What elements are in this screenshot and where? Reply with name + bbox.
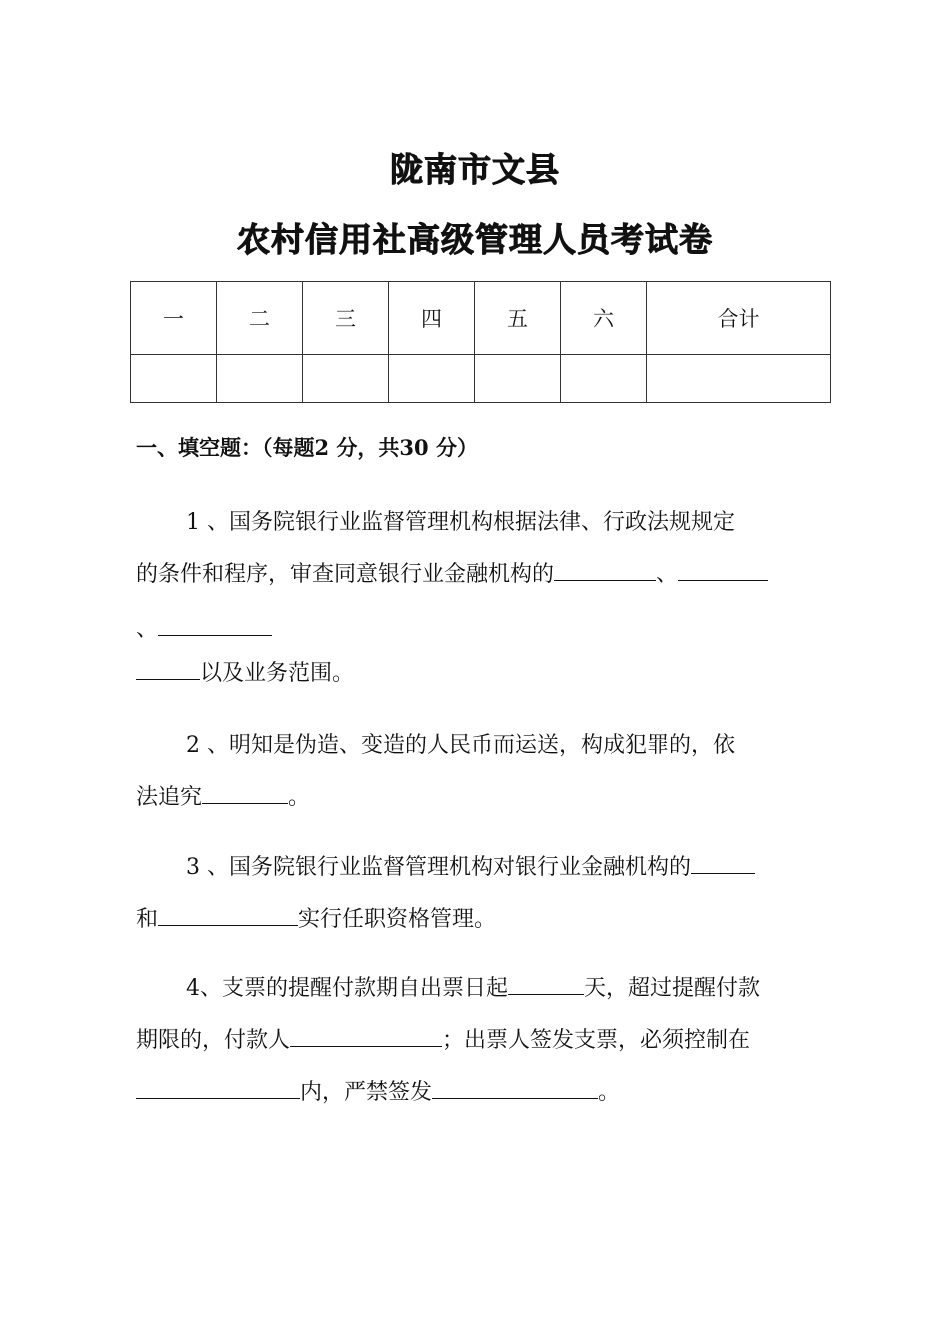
score-header-6: 六 xyxy=(561,282,647,355)
question-3-line2: 和 xyxy=(136,907,159,932)
question-2-line2: 法追究 xyxy=(136,785,203,810)
separator: 、 xyxy=(136,617,159,642)
question-3-line1: 3 、国务院银行业监督管理机构对银行业金融机构的 xyxy=(186,855,691,880)
score-header-5: 五 xyxy=(475,282,561,355)
score-cell xyxy=(303,355,389,403)
question-1-line1: 1 、国务院银行业监督管理机构根据法律、行政法规规定 xyxy=(186,510,735,535)
answer-blank[interactable] xyxy=(554,554,656,581)
answer-blank[interactable] xyxy=(691,847,755,874)
score-cell xyxy=(561,355,647,403)
answer-blank[interactable] xyxy=(432,1072,598,1099)
answer-blank[interactable] xyxy=(678,554,768,581)
question-4-line1-end: 天，超过提醒付款 xyxy=(584,976,761,1001)
exam-title-line1: 陇南市文县 xyxy=(390,150,560,189)
answer-blank[interactable] xyxy=(154,1072,300,1099)
question-4 xyxy=(136,963,836,1119)
question-3 xyxy=(136,842,836,946)
answer-blank[interactable] xyxy=(202,777,288,804)
answer-blank[interactable] xyxy=(136,653,200,680)
score-header-4: 四 xyxy=(389,282,475,355)
answer-blank[interactable] xyxy=(508,968,584,995)
question-4-line1: 4、支票的提醒付款期自出票日起 xyxy=(186,976,508,1001)
separator: 、 xyxy=(656,562,679,587)
exam-title-line2: 农村信用社高级管理人员考试卷 xyxy=(237,220,713,259)
score-header-1: 一 xyxy=(131,282,217,355)
question-4-line2: 期限的，付款人 xyxy=(136,1028,291,1053)
question-1-end xyxy=(136,648,836,700)
question-2-line1: 2 、明知是伪造、变造的人民币而运送，构成犯罪的，依 xyxy=(186,733,735,758)
question-1 xyxy=(136,497,836,601)
question-2-end: 。 xyxy=(288,785,311,810)
question-2 xyxy=(136,720,836,824)
answer-blank-lead[interactable] xyxy=(136,1072,154,1099)
score-table-header-row xyxy=(131,282,831,355)
question-4-line2-end: ；出票人签发支票，必须控制在 xyxy=(442,1028,751,1053)
score-cell xyxy=(389,355,475,403)
score-cell xyxy=(217,355,303,403)
score-header-2: 二 xyxy=(217,282,303,355)
answer-blank[interactable] xyxy=(158,609,272,636)
score-table-blank-row xyxy=(131,355,831,403)
score-cell xyxy=(131,355,217,403)
score-cell xyxy=(647,355,831,403)
answer-blank[interactable] xyxy=(290,1020,442,1047)
question-4-line3: 内，严禁签发 xyxy=(300,1080,433,1105)
question-1-end-text: 以及业务范围。 xyxy=(200,661,355,686)
score-header-total: 合计 xyxy=(647,282,831,355)
question-4-end: 。 xyxy=(598,1080,621,1105)
score-cell xyxy=(475,355,561,403)
score-table xyxy=(130,281,831,403)
question-1-line2: 的条件和程序，审查同意银行业金融机构的 xyxy=(136,562,555,587)
question-3-end: 实行任职资格管理。 xyxy=(298,907,497,932)
score-header-3: 三 xyxy=(303,282,389,355)
section-heading: 一、填空题：（每题2 分，共30 分） xyxy=(136,435,478,460)
answer-blank[interactable] xyxy=(158,899,298,926)
